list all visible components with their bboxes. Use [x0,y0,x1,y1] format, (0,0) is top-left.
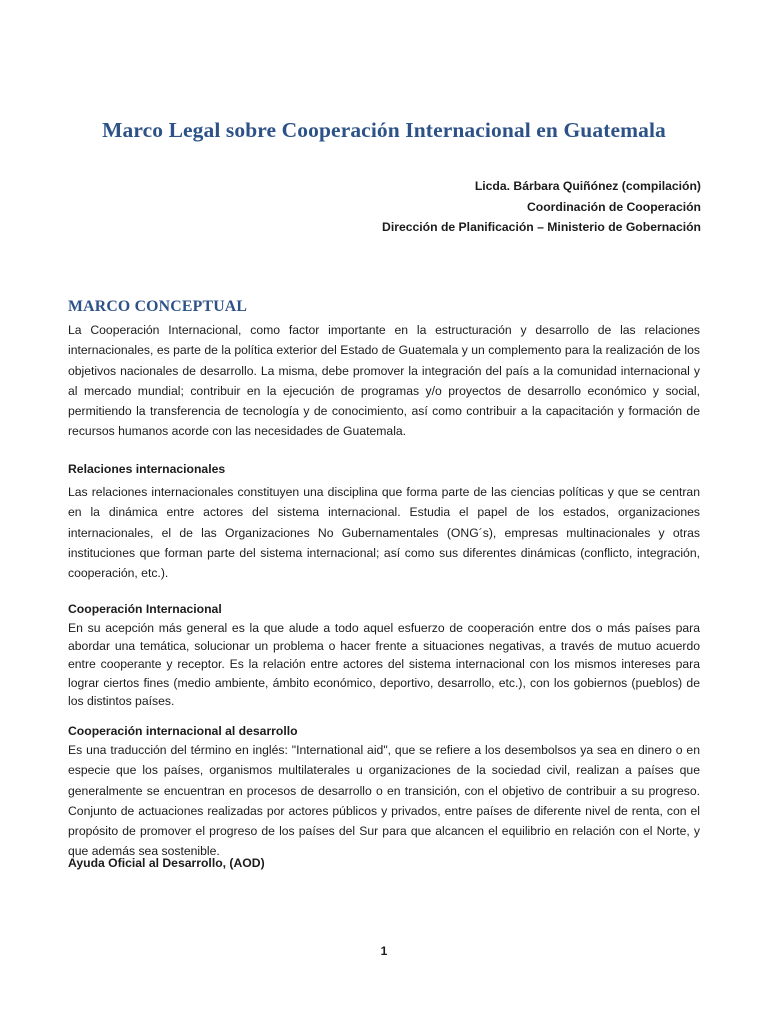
subsection-text-desarrollo: Es una traducción del término en inglés: "International aid", que se refiere a los desembolsos ya sea en dinero o en especie que los países, organismos multilaterales u organizaciones de la sociedad civil, realizan a países que generalmente se encuentran en procesos de desarrollo o en transición, con el objetivo de contribuir a su progreso. Conjunto de actuaciones realizadas por actores públicos y privados, entre países de diferente nivel de renta, con el propósito de promover el progreso de los países del Sur para que alcancen el equilibrio en relación con el Norte, y que además sea sostenible. [68,743,700,859]
subsection-heading-relaciones: Relaciones internacionales [68,462,226,476]
subsection-heading-desarrollo: Cooperación internacional al desarrollo [68,724,298,738]
page-number: 1 [380,944,388,958]
subsection-text-relaciones: Las relaciones internacionales constituyen una disciplina que forma parte de las ciencias políticas y que se centran en la dinámica entre actores del sistema internacional. Estudia el papel de los estados, organizaciones internacionales, el de las Organizaciones No Gubernamentales (ONG´s), empresas multinacionales y otras instituciones que forman parte del sistema internacional; así como sus diferentes dinámicas (conflicto, integración, cooperación, etc.). [68,485,700,581]
author-block [382,176,701,238]
author-name: Licda. Bárbara Quiñónez (compilación) [474,179,701,193]
author-department: Coordinación de Cooperación [526,199,701,214]
section-heading: MARCO CONCEPTUAL [68,298,248,315]
subsection-heading-cooperacion: Cooperación Internacional [68,602,222,616]
intro-paragraph: La Cooperación Internacional, como factor importante en la estructuración y desarrollo de las relaciones internacionales, es parte de la política exterior del Estado de Guatemala y un complemento para la realización de los objetivos nacionales de desarrollo. La misma, debe promover la integración del país a la comunidad internacional y al mercado mundial; contribuir en la ejecución de programas y/o proyectos de desarrollo económico y social, permitiendo la transferencia de tecnología y de conocimiento, así como contribuir a la capacitación y formación de recursos humanos acorde con las necesidades de Guatemala. [68,323,700,439]
author-directorate: Dirección de Planificación – Ministerio de Gobernación [382,220,701,234]
document-title: Marco Legal sobre Cooperación Internacional en Guatemala [102,118,666,142]
subsection-text-cooperacion: En su acepción más general es la que alude a todo aquel esfuerzo de cooperación entre dos o más países para abordar una temática, solucionar un problema o hacer frente a situaciones negativas, a través de mutuo acuerdo entre cooperante y receptor. Es la relación entre actores del sistema internacional con los mismos intereses para lograr ciertos fines (medio ambiente, ámbito económico, deportivo, desarrollo, etc.), con los gobiernos (pueblos) de los distintos países. [68,621,700,708]
subsection-heading-aod: Ayuda Oficial al Desarrollo, (AOD) [68,856,265,870]
